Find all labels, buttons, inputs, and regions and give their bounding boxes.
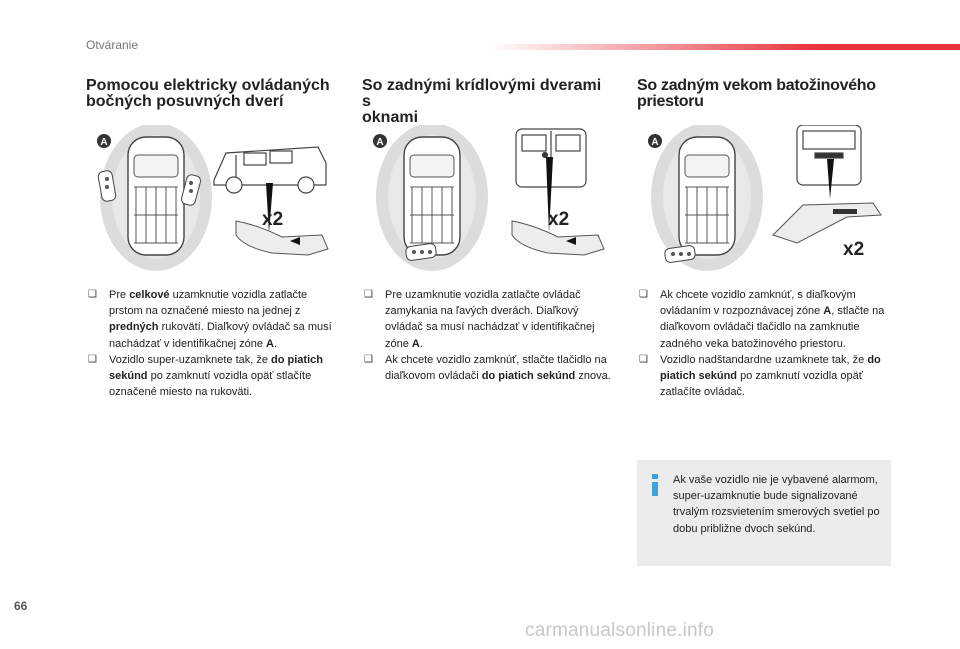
emphasis-text: do piatich sekúnd	[660, 353, 881, 383]
zone-label: A	[376, 137, 384, 148]
instruction-item	[362, 287, 614, 352]
watermark: carmanualsonline.info	[525, 620, 715, 641]
instruction-item	[86, 352, 338, 401]
body-text: Pre	[109, 289, 130, 301]
body-text: Ak chcete vozidlo zamknúť, s diaľkovým ovládaním v rozpoznávacej zóne	[660, 289, 856, 318]
body-text: .	[273, 337, 278, 350]
bullet-icon: ❑	[88, 353, 97, 365]
body-text: po zamknutí vozidla opäť zatlačíte ovládač.	[660, 370, 863, 399]
instruction-item	[86, 287, 338, 352]
press-twice-label: x2	[843, 239, 865, 260]
emphasis-text: predných	[109, 321, 159, 334]
title-line: oknami	[362, 109, 419, 126]
body-text: rukovätí. Diaľkový ovládač sa musí nachádzať v identifikačnej zóne	[109, 321, 332, 350]
title-line: bočných posuvných dverí	[86, 93, 284, 110]
illustration-rear-doors	[362, 125, 607, 275]
bullet-icon: ❑	[364, 353, 373, 365]
instruction-list	[86, 287, 338, 400]
body-text: .	[419, 337, 423, 350]
press-twice-label: x2	[548, 209, 570, 230]
info-box	[637, 460, 891, 566]
title-line: So zadným vekom batožinového	[637, 77, 876, 94]
column-1	[86, 78, 331, 110]
press-twice-label: x2	[262, 209, 284, 230]
instruction-list	[362, 287, 614, 384]
body-text: Pre uzamknutie vozidla zatlačte ovládač zamykania na ľavých dverách. Diaľkový ovládač sa musí nachádzať v identifikačnej zóne	[385, 289, 595, 350]
bullet-icon: ❑	[88, 289, 97, 300]
emphasis-text: do piatich sekúnd	[481, 370, 576, 383]
emphasis-text: celkové	[129, 289, 170, 301]
info-text: Ak vaše vozidlo nie je vybavené alarmom, super-uzamknutie bude signalizované trvalým rozsvietením smerových svetiel po dobu približne dvoch sekúnd.	[673, 474, 880, 535]
info-icon	[649, 474, 661, 496]
hand-on-tailgate-icon	[773, 203, 881, 243]
emphasis-text: A	[823, 305, 832, 318]
instruction-item	[637, 352, 889, 401]
body-text: , stlačte na diaľkovom ovládači tlačidlo na zamknutie zadného veka batožinového priestoru.	[660, 305, 885, 350]
body-text: znova.	[575, 370, 611, 383]
column-3	[637, 78, 882, 110]
bullet-icon: ❑	[364, 289, 373, 300]
column-title	[362, 78, 607, 126]
title-line: So zadnými krídlovými dverami s	[362, 77, 602, 110]
column-2	[362, 78, 607, 126]
header-accent-bar	[490, 44, 960, 50]
zone-label: A	[100, 137, 108, 148]
page-number: 66	[14, 599, 28, 613]
body-text: Ak chcete vozidlo zamknúť, stlačte tlačidlo na diaľkovom ovládači	[385, 353, 607, 383]
illustration-tailgate	[637, 125, 882, 275]
instruction-item	[362, 352, 614, 384]
emphasis-text: do piatich sekúnd	[109, 353, 323, 383]
body-text: po zamknutí vozidla opäť stlačíte označené miesto na rukoväti.	[109, 370, 312, 399]
emphasis-text: A	[266, 337, 274, 350]
body-text: Vozidlo nadštandardne uzamknete tak, že	[660, 353, 868, 366]
section-label: Otváranie	[86, 38, 139, 52]
column-title	[86, 78, 331, 110]
body-text: Vozidlo super-uzamknete tak, že	[109, 353, 272, 366]
bullet-icon: ❑	[639, 289, 648, 300]
instruction-list	[637, 287, 889, 400]
bullet-icon: ❑	[639, 353, 648, 365]
title-line: priestoru	[637, 93, 704, 110]
column-title	[637, 78, 882, 110]
illustration-side-doors	[86, 125, 331, 275]
emphasis-text: A	[411, 337, 420, 350]
title-line: Pomocou elektricky ovládaných	[86, 77, 330, 94]
body-text: uzamknutie vozidla zatlačte prstom na označené miesto na jednej z	[109, 289, 308, 318]
instruction-item	[637, 287, 889, 352]
zone-label: A	[651, 137, 659, 148]
